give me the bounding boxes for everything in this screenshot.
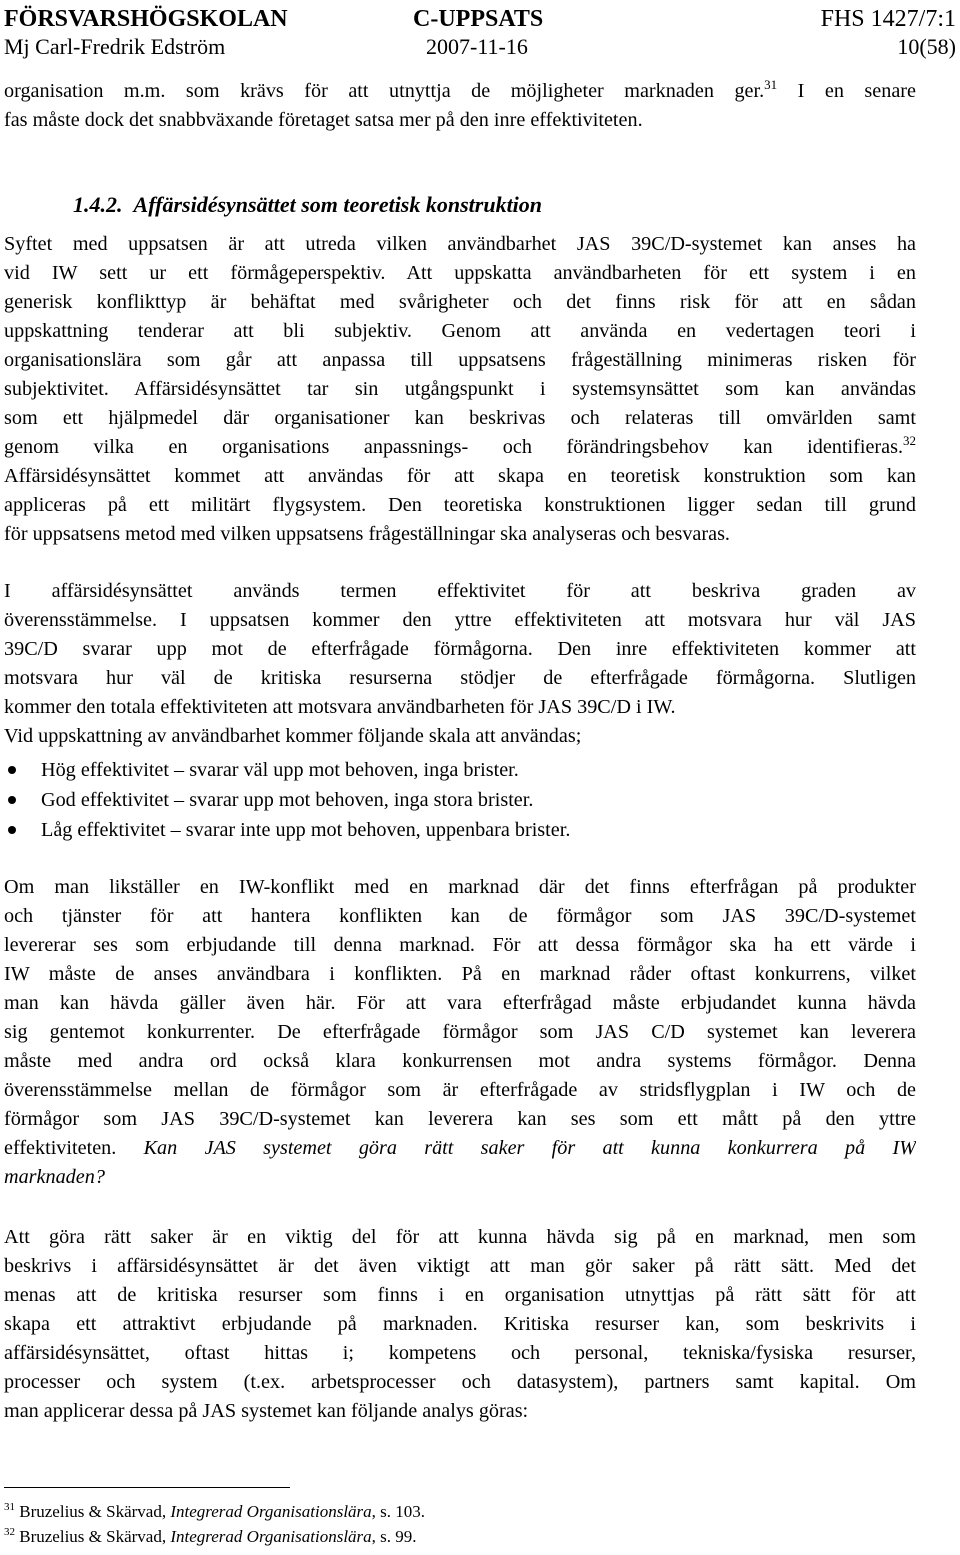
text-line: Vid uppskattning av användbarhet kommer följande skala att användas; (4, 725, 582, 747)
section-number: 1.4.2. (73, 192, 123, 217)
text-line: Om man likställer en IW-konflikt med en marknad där det finns efterfrågan på produkter (4, 876, 916, 898)
page-number: 10(58) (897, 34, 956, 59)
text-span: I en senare (777, 80, 916, 102)
text-span: organisation m.m. som krävs för att utnyttja de möjligheter marknaden ger. (4, 80, 765, 102)
author-name: Mj Carl-Fredrik Edström (4, 34, 226, 59)
text-line: man applicerar dessa på JAS systemet kan följande analys göras: (4, 1400, 529, 1422)
list-item (4, 815, 916, 845)
footnote-page: , s. 103. (371, 1502, 426, 1521)
footnote-page: , s. 99. (371, 1527, 417, 1546)
text-line: affärsidésynsättet, oftast hittas i; kompetens och personal, tekniska/fysiska resurser, (4, 1342, 916, 1364)
text-line: organisationslära som går att anpassa till uppsatsens frågeställning minimeras risken för (4, 349, 916, 371)
emphasized-question: marknaden? (4, 1166, 105, 1188)
paragraph-1 (4, 230, 916, 549)
text-line: generisk konflikttyp är behäftat med svårigheter och det finns risk för att en sådan (4, 291, 916, 313)
school-name: FÖRSVARSHÖGSKOLAN (4, 6, 288, 32)
text-line: överensstämmelse mellan de förmågor som är efterfrågade av stridsflygplan i IW och de (4, 1079, 916, 1101)
text-line (4, 1134, 916, 1163)
text-line: menas att de kritiska resurser som finns i en organisation utnyttjas på rätt sätt för att (4, 1284, 916, 1306)
text-line (4, 433, 916, 462)
text-line: överensstämmelse. I uppsatsen kommer den yttre effektiviteten att motsvara hur väl JAS (4, 609, 916, 631)
text-line: IW måste de anses användbara i konflikten. På en marknad råder oftast konkurrens, vilket (4, 963, 916, 985)
bullet-icon (8, 826, 16, 834)
document-date: 2007-11-16 (426, 34, 528, 59)
section-title: Affärsidésynsättet som teoretisk konstruktion (133, 192, 543, 217)
text-span: genom vilka en organisations anpassnings- och förändringsbehov kan identifieras. (4, 436, 903, 458)
page-header-row-2 (4, 34, 956, 62)
footnote-divider (4, 1487, 290, 1488)
list-item-text: Låg effektivitet – svarar inte upp mot behoven, uppenbara brister. (41, 819, 571, 841)
text-line: för uppsatsens metod med vilken uppsatsens frågeställningar ska analyseras och besvaras. (4, 523, 730, 545)
text-line: beskrivs i affärsidésynsättet är det även viktigt att man gör saker på rätt sätt. Med det (4, 1255, 916, 1277)
footnote-ref: 31 (764, 77, 778, 92)
document-code: FHS 1427/7:1 (820, 6, 956, 32)
paragraph-2 (4, 577, 916, 751)
footnote-ref: 32 (903, 433, 916, 448)
footnote-number: 32 (4, 1526, 15, 1538)
text-line: 39C/D svarar upp mot de efterfrågade förmågorna. Den inre effektiviteten kommer att (4, 638, 916, 660)
footnote (4, 1501, 425, 1523)
bullet-icon (8, 766, 16, 774)
list-item-text: Hög effektivitet – svarar väl upp mot behoven, inga brister. (41, 759, 519, 781)
list-item (4, 785, 916, 815)
list-item (4, 755, 916, 785)
text-line: kommer den totala effektiviteten att motsvara användbarheten för JAS 39C/D i IW. (4, 696, 676, 718)
text-span: effektiviteten. (4, 1137, 117, 1159)
footnote (4, 1526, 417, 1548)
footnote-authors: Bruzelius & Skärvad, (19, 1527, 171, 1546)
intro-paragraph (4, 77, 916, 135)
text-line: motsvara hur väl de kritiska resurserna stödjer de efterfrågade förmågorna. Slutligen (4, 667, 916, 689)
text-line: appliceras på ett militärt flygsystem. Den teoretiska konstruktionen ligger sedan till grund (4, 494, 916, 516)
effectiveness-scale-list (4, 755, 916, 845)
text-line: vid IW sett ur ett förmågeperspektiv. Att uppskatta användbarheten för ett system i en (4, 262, 916, 284)
footnote-title: Integrerad Organisationslära (170, 1527, 372, 1546)
list-item-text: God effektivitet – svarar upp mot behoven, inga stora brister. (41, 789, 534, 811)
bullet-icon (8, 796, 16, 804)
text-line: fas måste dock det snabbväxande företaget satsa mer på den inre effektiviteten. (4, 109, 643, 131)
text-line: måste med andra ord också klara konkurrensen mot andra systems förmågor. Denna (4, 1050, 916, 1072)
section-heading (73, 190, 873, 221)
paragraph-3 (4, 873, 916, 1192)
footnote-authors: Bruzelius & Skärvad, (19, 1502, 171, 1521)
footnote-title: Integrerad Organisationslära (170, 1502, 372, 1521)
text-line (4, 77, 916, 106)
text-line: uppskattning tenderar att bli subjektiv. Genom att använda en vedertagen teori i (4, 320, 916, 342)
text-line: sig gentemot konkurrenter. De efterfrågade förmågor som JAS C/D systemet kan leverera (4, 1021, 916, 1043)
text-line: man kan hävda gäller även här. För att vara efterfrågad måste erbjudandet kunna hävda (4, 992, 916, 1014)
text-line: skapa ett attraktivt erbjudande på marknaden. Kritiska resurser kan, som beskrivits i (4, 1313, 916, 1335)
text-line: Syftet med uppsatsen är att utreda vilken användbarhet JAS 39C/D-systemet kan anses ha (4, 233, 916, 255)
text-line: som ett hjälpmedel där organisationer kan beskrivas och relateras till omvärlden samt (4, 407, 916, 429)
text-line: Affärsidésynsättet kommet att användas för att skapa en teoretisk konstruktion som kan (4, 465, 916, 487)
text-line (4, 1163, 916, 1192)
text-line: och tjänster för att hantera konflikten kan de förmågor som JAS 39C/D-systemet (4, 905, 916, 927)
text-line: processer och system (t.ex. arbetsprocesser och datasystem), partners samt kapital. Om (4, 1371, 916, 1393)
text-line: levererar ses som erbjudande till denna marknad. För att dessa förmågor ska ha ett värde i (4, 934, 916, 956)
paragraph-4 (4, 1223, 916, 1426)
text-line: subjektivitet. Affärsidésynsättet tar sin utgångspunkt i systemsynsättet som kan användas (4, 378, 916, 400)
text-line: I affärsidésynsättet används termen effektivitet för att beskriva graden av (4, 580, 916, 602)
page-header-row-1 (4, 6, 956, 34)
emphasized-question: Kan JAS systemet göra rätt saker för att kunna konkurrera på IW (143, 1137, 916, 1159)
footnote-number: 31 (4, 1501, 15, 1513)
text-line: Att göra rätt saker är en viktig del för att kunna hävda sig på en marknad, men som (4, 1226, 916, 1248)
document-type: C-UPPSATS (413, 6, 544, 32)
text-line: förmågor som JAS 39C/D-systemet kan leverera kan ses som ett mått på den yttre (4, 1108, 916, 1130)
